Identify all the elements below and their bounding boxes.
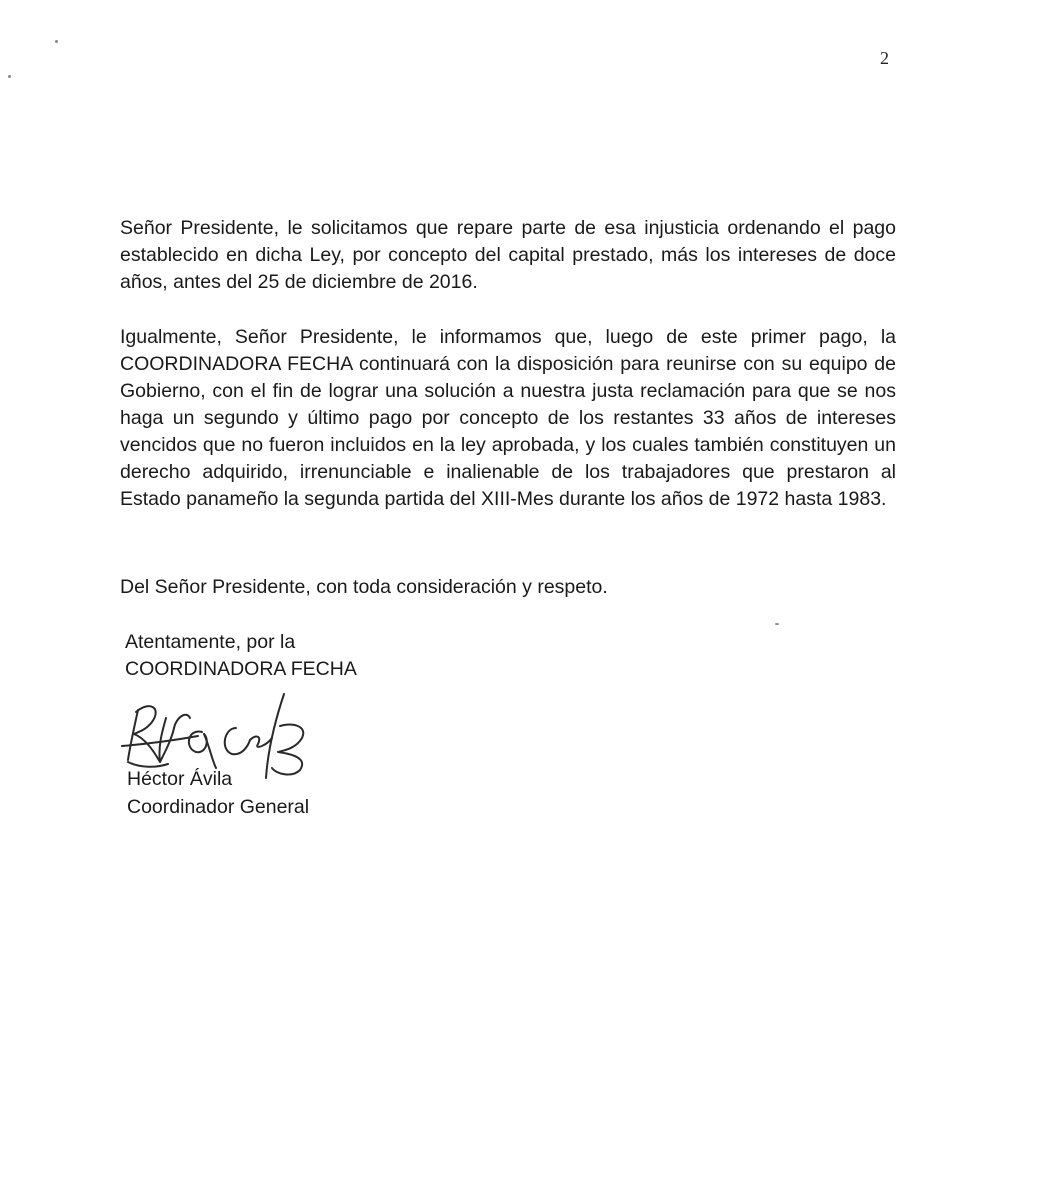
signer-title: Coordinador General xyxy=(127,796,310,818)
paragraph-information: Igualmente, Señor Presidente, le informamos que, luego de este primer pago, la COORDINADORA FECHA continuará con la disposición para reunirse con su equipo de Gobierno, con el fin de lograr una solución a nuestra justa reclamación para que se nos haga un segundo y último pago por concepto de los restantes 33 años de intereses vencidos que no fueron incluidos en la ley aprobada, y los cuales también constituyen un derecho adquirido, irrenunciable e inalienable de los trabajadores que prestaron al Estado panameño la segunda partida del XIII-Mes durante los años de 1972 hasta 1983. xyxy=(120,326,896,510)
paragraph-request: Señor Presidente, le solicitamos que repare parte de esa injusticia ordenando el pago establecido en dicha Ley, por concepto del capital prestado, más los intereses de doce años, antes del 25 de diciembre de 2016. xyxy=(120,217,896,293)
page-number: 2 xyxy=(880,48,889,68)
scan-speck xyxy=(55,40,58,43)
signer-block xyxy=(127,765,309,821)
closing-organization: COORDINADORA FECHA xyxy=(125,658,357,680)
closing-block xyxy=(125,629,357,683)
scan-speck xyxy=(775,623,779,625)
scan-speck xyxy=(8,75,11,78)
signer-name: Héctor Ávila xyxy=(127,768,233,790)
paragraph-regards: Del Señor Presidente, con toda consideración y respeto. xyxy=(120,576,608,598)
closing-salutation: Atentamente, por la xyxy=(125,631,296,653)
